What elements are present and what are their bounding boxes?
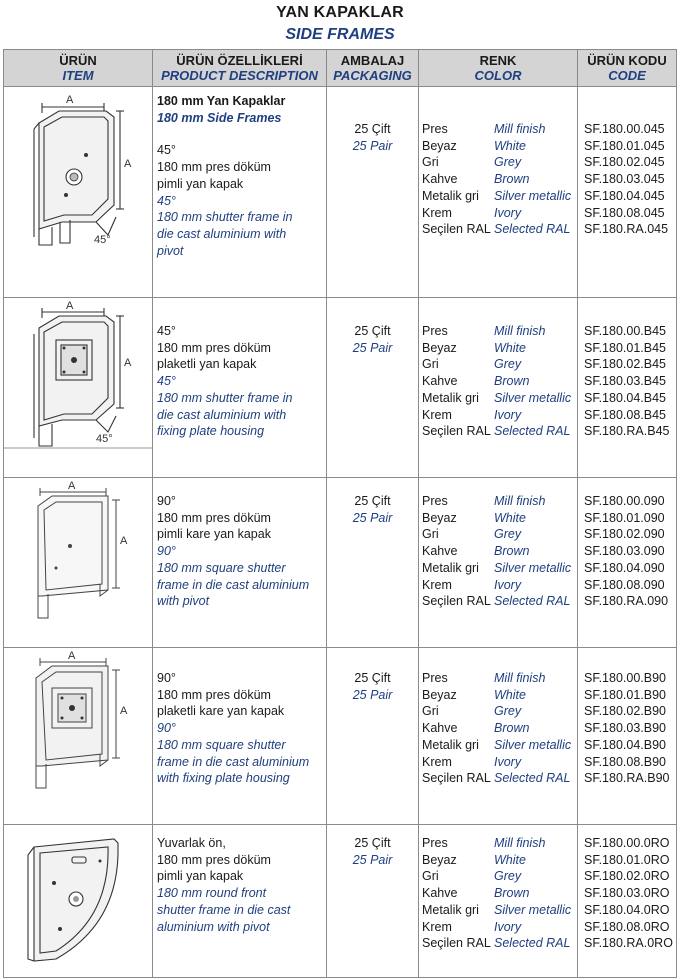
desc-en-line: shutter frame in die cast — [157, 902, 291, 917]
header-description — [153, 50, 327, 87]
packaging-cell — [327, 825, 419, 978]
desc-tr-line: 180 mm pres döküm — [157, 852, 271, 867]
color-row — [422, 720, 577, 737]
color-en: Grey — [494, 869, 522, 884]
color-en: Mill finish — [494, 671, 546, 685]
color-row — [422, 670, 577, 687]
table-row — [4, 648, 677, 825]
angle-label: 45° — [94, 234, 111, 246]
angle-tr: 45° — [157, 324, 176, 338]
color-row — [422, 154, 577, 171]
color-row — [422, 687, 577, 704]
color-tr: Kahve — [422, 374, 458, 389]
code-cell — [578, 648, 677, 825]
item-image-cell — [4, 87, 153, 298]
color-tr: Beyaz — [422, 687, 457, 702]
color-en: Selected RAL — [494, 424, 571, 439]
color-tr: Krem — [422, 754, 452, 769]
color-tr: Pres — [422, 836, 448, 850]
color-row — [422, 526, 577, 543]
color-tr: Krem — [422, 407, 452, 422]
dimension-label: A — [68, 480, 76, 492]
packaging-en: 25 Pair — [352, 687, 393, 702]
product-code: SF.180.RA.B45 — [584, 424, 670, 439]
color-en: Selected RAL — [494, 594, 571, 609]
side-frame-round-front-image — [4, 825, 153, 967]
color-tr: Gri — [422, 869, 439, 884]
color-tr: Beyaz — [422, 340, 457, 355]
product-table — [3, 49, 677, 978]
color-en: White — [494, 852, 526, 867]
product-code: SF.180.08.0RO — [584, 919, 670, 934]
desc-tr-line: plaketli yan kapak — [157, 357, 257, 372]
code-cell — [578, 87, 677, 298]
color-tr: Seçilen RAL — [422, 594, 491, 609]
desc-tr-line: 180 mm pres döküm — [157, 340, 271, 355]
header-code-en: CODE — [608, 68, 646, 83]
desc-en-line: die cast aluminium with — [157, 226, 287, 241]
color-en: Selected RAL — [494, 936, 571, 951]
product-code: SF.180.RA.045 — [584, 222, 669, 237]
product-code: SF.180.03.B45 — [584, 374, 667, 389]
color-en: Mill finish — [494, 324, 546, 338]
desc-en-line: with pivot — [157, 594, 210, 609]
product-code: SF.180.02.0RO — [584, 869, 670, 884]
header-item-tr: ÜRÜN — [59, 53, 97, 68]
color-row — [422, 510, 577, 527]
side-frame-90-plate-image — [4, 648, 153, 802]
header-color — [419, 50, 578, 87]
angle-en: 90° — [157, 544, 176, 559]
color-row — [422, 835, 577, 852]
packaging-tr: 25 Çift — [354, 836, 391, 850]
color-en: Ivory — [494, 919, 522, 934]
color-row — [422, 770, 577, 787]
color-row — [422, 423, 577, 440]
desc-en-line: frame in die cast aluminium — [157, 754, 310, 769]
desc-en-line: die cast aluminium with — [157, 407, 287, 422]
product-code: SF.180.01.045 — [584, 138, 665, 153]
color-row — [422, 356, 577, 373]
desc-tr-line: 180 mm pres döküm — [157, 510, 271, 525]
color-row — [422, 171, 577, 188]
desc-tr-line: pimli kare yan kapak — [157, 527, 271, 542]
table-row — [4, 478, 677, 648]
page-title: YAN KAPAKLAR — [276, 4, 404, 21]
product-code: SF.180.04.090 — [584, 560, 665, 575]
product-code: SF.180.04.B90 — [584, 737, 667, 752]
product-code: SF.180.03.090 — [584, 544, 665, 559]
color-en: Brown — [494, 172, 530, 187]
color-tr: Beyaz — [422, 510, 457, 525]
color-cell — [419, 478, 578, 648]
color-row — [422, 221, 577, 238]
color-cell — [419, 298, 578, 478]
color-tr: Gri — [422, 357, 439, 372]
product-code: SF.180.08.B45 — [584, 407, 667, 422]
color-row — [422, 138, 577, 155]
desc-en-line: fixing plate housing — [157, 424, 265, 439]
dimension-label: A — [120, 535, 128, 547]
code-cell — [578, 298, 677, 478]
color-en: Selected RAL — [494, 771, 571, 786]
product-code: SF.180.04.045 — [584, 188, 665, 203]
angle-tr: 90° — [157, 494, 176, 508]
packaging-tr: 25 Çift — [354, 324, 391, 338]
color-en: Grey — [494, 527, 522, 542]
product-code: SF.180.00.0RO — [584, 836, 670, 850]
table-row — [4, 825, 677, 978]
header-color-en: COLOR — [474, 68, 522, 83]
color-row — [422, 593, 577, 610]
page-subtitle: SIDE FRAMES — [285, 26, 395, 43]
product-code: SF.180.00.B45 — [584, 324, 667, 338]
color-tr: Seçilen RAL — [422, 424, 491, 439]
dimension-label: A — [68, 650, 76, 662]
color-tr: Kahve — [422, 172, 458, 187]
color-row — [422, 737, 577, 754]
color-row — [422, 902, 577, 919]
product-code: SF.180.RA.0RO — [584, 936, 673, 951]
color-tr: Kahve — [422, 544, 458, 559]
color-row — [422, 543, 577, 560]
color-row — [422, 205, 577, 222]
angle-tr: 45° — [157, 143, 176, 158]
product-code: SF.180.01.0RO — [584, 852, 670, 867]
color-en: White — [494, 138, 526, 153]
packaging-cell — [327, 478, 419, 648]
color-tr: Gri — [422, 704, 439, 719]
desc-en-line: pivot — [157, 243, 184, 258]
packaging-cell — [327, 648, 419, 825]
product-code: SF.180.02.B90 — [584, 704, 667, 719]
product-code: SF.180.00.045 — [584, 122, 665, 136]
product-code: SF.180.01.090 — [584, 510, 665, 525]
color-en: White — [494, 340, 526, 355]
color-row — [422, 323, 577, 340]
color-tr: Metalik gri — [422, 902, 479, 917]
color-en: Mill finish — [494, 836, 546, 850]
color-tr: Pres — [422, 494, 448, 508]
color-en: Silver metallic — [494, 902, 572, 917]
color-row — [422, 373, 577, 390]
table-row — [4, 298, 677, 478]
color-en: Ivory — [494, 407, 522, 422]
item-image-cell — [4, 648, 153, 825]
header-description-tr: ÜRÜN ÖZELLİKLERİ — [176, 53, 303, 68]
color-tr: Gri — [422, 155, 439, 170]
color-cell — [419, 825, 578, 978]
header-description-en: PRODUCT DESCRIPTION — [161, 68, 318, 83]
color-tr: Metalik gri — [422, 560, 479, 575]
side-frame-45-pivot-image — [4, 87, 153, 263]
color-en: Silver metallic — [494, 560, 572, 575]
desc-en-line: 180 mm square shutter — [157, 560, 286, 575]
color-tr: Krem — [422, 919, 452, 934]
color-en: Ivory — [494, 205, 522, 220]
desc-en-line: 180 mm shutter frame in — [157, 210, 293, 225]
color-tr: Pres — [422, 324, 448, 338]
color-cell — [419, 87, 578, 298]
color-tr: Metalik gri — [422, 737, 479, 752]
desc-en-line: frame in die cast aluminium — [157, 577, 310, 592]
section-heading-tr: 180 mm Yan Kapaklar — [157, 94, 286, 108]
header-packaging-en: PACKAGING — [333, 68, 412, 83]
packaging-en: 25 Pair — [352, 340, 393, 355]
product-code: SF.180.08.090 — [584, 577, 665, 592]
color-en: Ivory — [494, 577, 522, 592]
angle-tr: 90° — [157, 671, 176, 685]
desc-en-line: aluminium with pivot — [157, 919, 270, 934]
color-en: Selected RAL — [494, 222, 571, 237]
desc-en-line: with fixing plate housing — [157, 771, 290, 786]
product-code: SF.180.RA.B90 — [584, 771, 670, 786]
color-row — [422, 577, 577, 594]
color-en: Grey — [494, 155, 522, 170]
header-color-tr: RENK — [479, 53, 517, 68]
angle-en: 90° — [157, 721, 176, 736]
color-row — [422, 188, 577, 205]
color-en: Ivory — [494, 754, 522, 769]
packaging-en: 25 Pair — [352, 138, 393, 153]
color-tr: Seçilen RAL — [422, 771, 491, 786]
item-image-cell — [4, 298, 153, 478]
color-en: Brown — [494, 721, 530, 736]
header-packaging — [327, 50, 419, 87]
item-image-cell — [4, 825, 153, 978]
color-tr: Gri — [422, 527, 439, 542]
color-tr: Krem — [422, 577, 452, 592]
color-row — [422, 340, 577, 357]
color-cell — [419, 648, 578, 825]
packaging-en: 25 Pair — [352, 510, 393, 525]
dimension-label: A — [124, 357, 132, 369]
color-en: Grey — [494, 704, 522, 719]
product-code: SF.180.04.B45 — [584, 390, 667, 405]
color-row — [422, 560, 577, 577]
color-tr: Pres — [422, 122, 448, 136]
packaging-cell — [327, 87, 419, 298]
description-cell — [153, 87, 327, 298]
packaging-tr: 25 Çift — [354, 671, 391, 685]
packaging-en: 25 Pair — [352, 852, 393, 867]
header-item-en: ITEM — [62, 68, 94, 83]
dimension-label: A — [66, 300, 74, 312]
color-tr: Kahve — [422, 721, 458, 736]
desc-en-line: 180 mm square shutter — [157, 737, 286, 752]
table-header-row — [4, 50, 677, 87]
description-cell — [153, 825, 327, 978]
product-code: SF.180.02.090 — [584, 527, 665, 542]
product-code: SF.180.00.090 — [584, 494, 665, 508]
packaging-tr: 25 Çift — [354, 122, 391, 136]
desc-tr-line: pimli yan kapak — [157, 869, 244, 884]
desc-tr-line: 180 mm pres döküm — [157, 687, 271, 702]
product-code: SF.180.00.B90 — [584, 671, 667, 685]
product-code: SF.180.01.B90 — [584, 687, 667, 702]
packaging-tr: 25 Çift — [354, 494, 391, 508]
header-code-tr: ÜRÜN KODU — [587, 53, 667, 68]
dimension-label: A — [66, 94, 74, 106]
color-en: Grey — [494, 357, 522, 372]
product-code: SF.180.02.B45 — [584, 357, 667, 372]
dimension-label: A — [120, 705, 128, 717]
color-en: Brown — [494, 886, 530, 901]
color-row — [422, 935, 577, 952]
color-row — [422, 703, 577, 720]
product-code: SF.180.03.0RO — [584, 886, 670, 901]
color-row — [422, 493, 577, 510]
product-code: SF.180.03.045 — [584, 172, 665, 187]
color-en: Silver metallic — [494, 737, 572, 752]
color-en: Mill finish — [494, 122, 546, 136]
color-row — [422, 121, 577, 138]
section-heading-en: 180 mm Side Frames — [157, 110, 282, 125]
desc-en-line: 180 mm round front — [157, 886, 267, 901]
color-en: White — [494, 510, 526, 525]
product-code: SF.180.02.045 — [584, 155, 665, 170]
code-cell — [578, 478, 677, 648]
color-tr: Krem — [422, 205, 452, 220]
packaging-cell — [327, 298, 419, 478]
header-code — [578, 50, 677, 87]
color-en: Brown — [494, 544, 530, 559]
color-tr: Pres — [422, 671, 448, 685]
description-cell — [153, 478, 327, 648]
color-en: White — [494, 687, 526, 702]
color-row — [422, 754, 577, 771]
product-code: SF.180.08.045 — [584, 205, 665, 220]
description-cell — [153, 648, 327, 825]
color-en: Silver metallic — [494, 188, 572, 203]
color-en: Brown — [494, 374, 530, 389]
color-row — [422, 390, 577, 407]
product-code: SF.180.08.B90 — [584, 754, 667, 769]
color-tr: Seçilen RAL — [422, 936, 491, 951]
color-row — [422, 868, 577, 885]
product-code: SF.180.03.B90 — [584, 721, 667, 736]
desc-tr-line: plaketli kare yan kapak — [157, 704, 285, 719]
color-en: Mill finish — [494, 494, 546, 508]
color-tr: Metalik gri — [422, 188, 479, 203]
color-row — [422, 919, 577, 936]
code-cell — [578, 825, 677, 978]
side-frame-90-pivot-image — [4, 478, 153, 632]
header-packaging-tr: AMBALAJ — [340, 53, 405, 68]
color-row — [422, 852, 577, 869]
desc-tr-line: Yuvarlak ön, — [157, 836, 226, 850]
product-code: SF.180.04.0RO — [584, 902, 670, 917]
dimension-label: A — [124, 158, 132, 170]
desc-tr-line: 180 mm pres döküm — [157, 160, 271, 175]
color-tr: Seçilen RAL — [422, 222, 491, 237]
angle-label: 45° — [96, 433, 113, 445]
color-en: Silver metallic — [494, 390, 572, 405]
description-cell — [153, 298, 327, 478]
color-tr: Metalik gri — [422, 390, 479, 405]
desc-tr-line: pimli yan kapak — [157, 176, 244, 191]
product-code: SF.180.RA.090 — [584, 594, 669, 609]
table-row — [4, 87, 677, 298]
color-tr: Beyaz — [422, 852, 457, 867]
header-item — [4, 50, 153, 87]
color-row — [422, 407, 577, 424]
desc-en-line: 180 mm shutter frame in — [157, 390, 293, 405]
product-code: SF.180.01.B45 — [584, 340, 667, 355]
color-tr: Beyaz — [422, 138, 457, 153]
side-frame-45-plate-image — [4, 298, 153, 452]
item-image-cell — [4, 478, 153, 648]
angle-en: 45° — [157, 193, 176, 208]
color-tr: Kahve — [422, 886, 458, 901]
angle-en: 45° — [157, 374, 176, 389]
